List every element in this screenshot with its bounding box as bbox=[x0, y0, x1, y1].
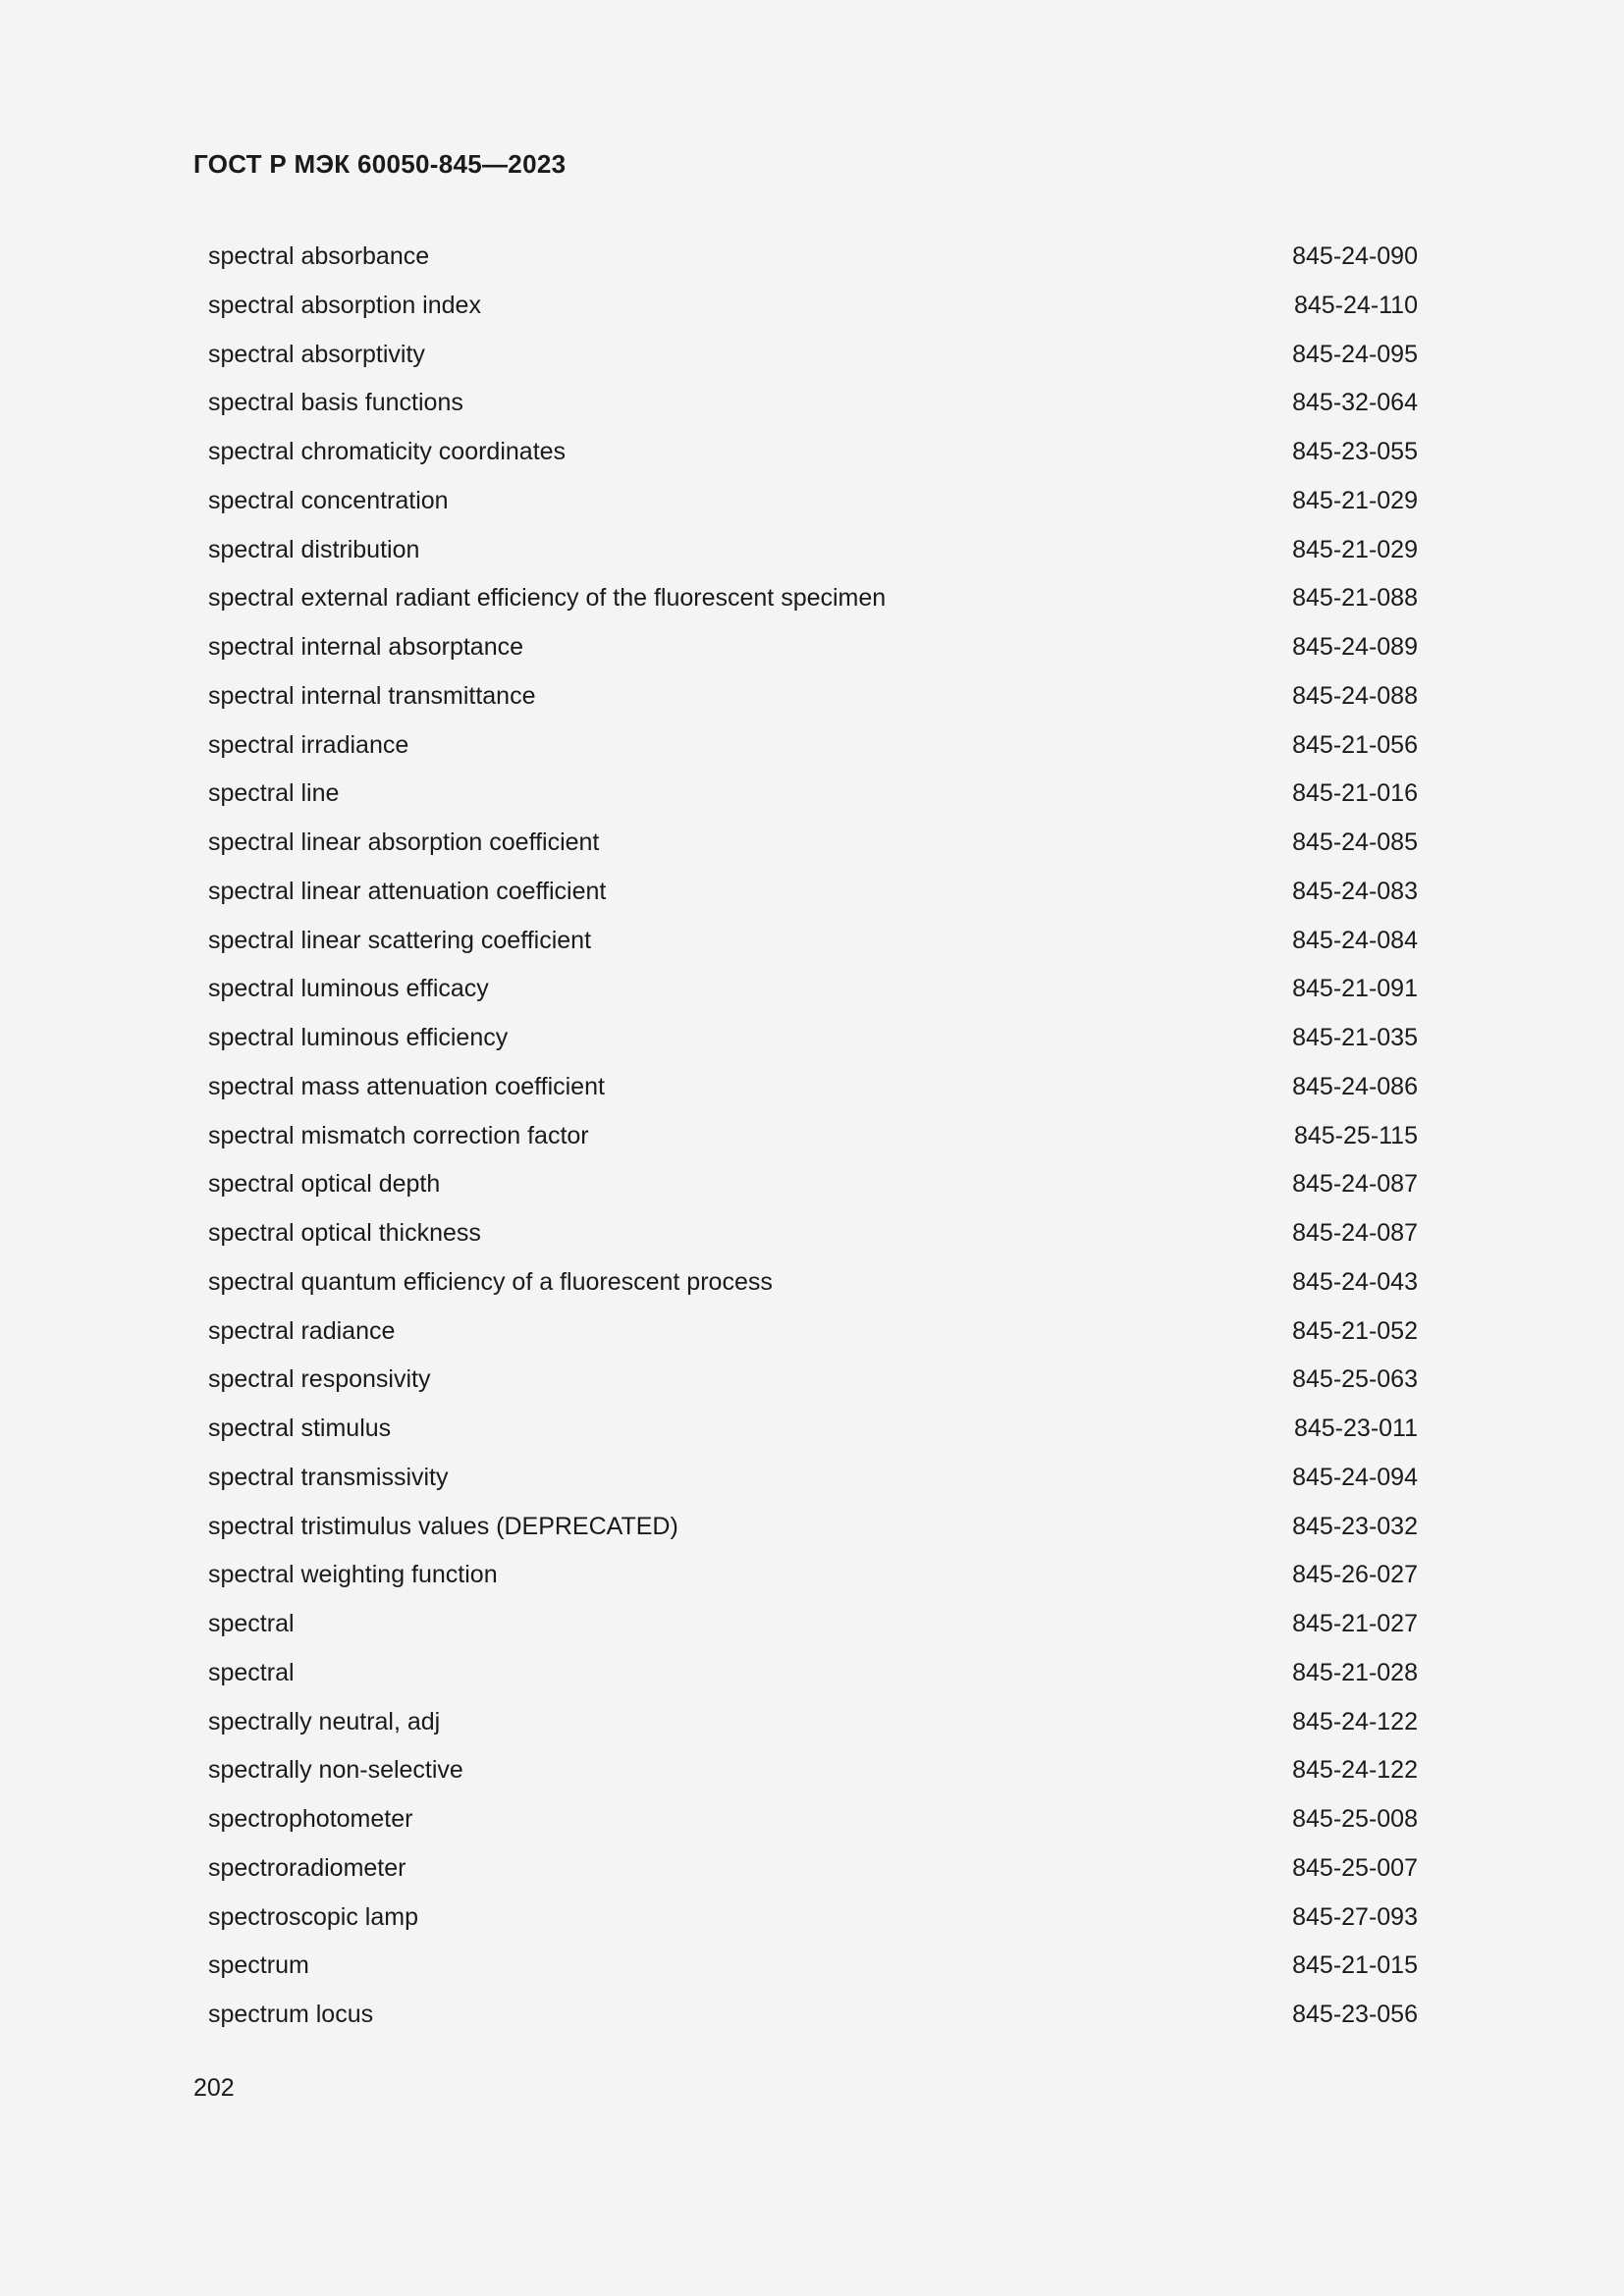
term-name: spectral irradiance bbox=[208, 730, 409, 759]
term-reference: 845-25-063 bbox=[1292, 1365, 1418, 1394]
term-name: spectral linear scattering coefficient bbox=[208, 926, 592, 954]
term-reference: 845-23-011 bbox=[1293, 1415, 1418, 1442]
document-header: ГОСТ Р МЭК 60050-845—2023 bbox=[193, 149, 567, 179]
term-row bbox=[208, 1308, 1418, 1357]
term-row bbox=[208, 1844, 1418, 1894]
term-row bbox=[208, 1991, 1418, 2040]
term-name: spectroradiometer bbox=[208, 1853, 406, 1882]
term-reference: 845-21-091 bbox=[1292, 975, 1418, 1003]
term-name: spectral optical thickness bbox=[208, 1219, 481, 1247]
term-row bbox=[208, 1698, 1418, 1747]
term-reference: 845-25-007 bbox=[1292, 1853, 1418, 1882]
term-name: spectral linear absorption coefficient bbox=[208, 828, 600, 856]
term-row bbox=[208, 1454, 1418, 1503]
term-row bbox=[208, 1112, 1418, 1161]
term-row bbox=[208, 819, 1418, 868]
term-reference: 845-23-055 bbox=[1292, 438, 1418, 465]
term-name: spectral chromaticity coordinates bbox=[208, 438, 567, 465]
term-name: spectral line bbox=[208, 779, 340, 808]
term-name: spectrum locus bbox=[208, 2001, 374, 2028]
term-reference: 845-21-056 bbox=[1292, 730, 1418, 759]
term-row bbox=[208, 233, 1418, 282]
term-name: spectral internal transmittance bbox=[208, 681, 536, 710]
term-name: spectral responsivity bbox=[208, 1365, 431, 1394]
term-name: spectral concentration bbox=[208, 486, 449, 514]
term-reference: 845-21-028 bbox=[1292, 1658, 1418, 1686]
term-row bbox=[208, 1746, 1418, 1795]
term-name: spectral mass attenuation coefficient bbox=[208, 1072, 605, 1100]
term-name: spectral quantum efficiency of a fluorescent process bbox=[208, 1267, 773, 1296]
term-name: spectral tristimulus values (DEPRECATED) bbox=[208, 1512, 678, 1540]
term-row bbox=[208, 379, 1418, 428]
term-reference: 845-21-052 bbox=[1292, 1316, 1418, 1345]
term-reference: 845-24-085 bbox=[1292, 828, 1418, 856]
term-reference: 845-27-093 bbox=[1292, 1902, 1418, 1931]
term-row bbox=[208, 721, 1418, 771]
term-row bbox=[208, 477, 1418, 526]
term-reference: 845-32-064 bbox=[1292, 389, 1418, 417]
term-name: spectral basis functions bbox=[208, 389, 463, 417]
term-reference: 845-24-088 bbox=[1292, 681, 1418, 710]
term-name: spectrally non-selective bbox=[208, 1756, 463, 1785]
term-reference: 845-21-015 bbox=[1292, 1951, 1418, 1980]
term-reference: 845-24-043 bbox=[1292, 1267, 1418, 1296]
term-name: spectral mismatch correction factor bbox=[208, 1121, 589, 1149]
term-name: spectral absorptivity bbox=[208, 340, 425, 368]
term-name: spectral stimulus bbox=[208, 1415, 392, 1442]
term-name: spectral internal absorptance bbox=[208, 633, 524, 661]
term-reference: 845-24-094 bbox=[1292, 1463, 1418, 1491]
term-row bbox=[208, 917, 1418, 966]
term-reference: 845-21-088 bbox=[1292, 584, 1418, 613]
term-name: spectral optical depth bbox=[208, 1170, 441, 1199]
term-row bbox=[208, 1503, 1418, 1552]
term-reference: 845-21-027 bbox=[1292, 1610, 1418, 1637]
term-row bbox=[208, 965, 1418, 1014]
term-name: spectrally neutral, adj bbox=[208, 1707, 441, 1735]
term-row bbox=[208, 282, 1418, 331]
term-row bbox=[208, 526, 1418, 575]
term-row bbox=[208, 1356, 1418, 1405]
term-name: spectral absorption index bbox=[208, 291, 481, 319]
term-reference: 845-24-122 bbox=[1292, 1756, 1418, 1785]
term-name: spectral absorbance bbox=[208, 242, 430, 270]
term-row bbox=[208, 1209, 1418, 1258]
term-reference: 845-24-122 bbox=[1292, 1707, 1418, 1735]
term-name: spectrophotometer bbox=[208, 1805, 413, 1833]
term-reference: 845-24-086 bbox=[1292, 1072, 1418, 1100]
term-name: spectroscopic lamp bbox=[208, 1902, 418, 1931]
term-name: spectral external radiant efficiency of the fluorescent specimen bbox=[208, 584, 887, 613]
term-name: spectral radiance bbox=[208, 1316, 396, 1345]
term-reference: 845-24-084 bbox=[1292, 926, 1418, 954]
term-row bbox=[208, 428, 1418, 477]
term-reference: 845-24-110 bbox=[1293, 291, 1418, 319]
term-reference: 845-25-008 bbox=[1292, 1805, 1418, 1833]
term-reference: 845-23-056 bbox=[1292, 2001, 1418, 2028]
term-reference: 845-23-032 bbox=[1292, 1512, 1418, 1540]
term-row bbox=[208, 868, 1418, 917]
term-name: spectrum bbox=[208, 1951, 309, 1980]
term-row bbox=[208, 574, 1418, 623]
term-reference: 845-21-016 bbox=[1292, 779, 1418, 808]
term-row bbox=[208, 672, 1418, 721]
term-reference: 845-26-027 bbox=[1292, 1561, 1418, 1589]
term-row bbox=[208, 1063, 1418, 1112]
term-row bbox=[208, 1894, 1418, 1943]
term-reference: 845-21-029 bbox=[1292, 535, 1418, 563]
term-name: spectral luminous efficacy bbox=[208, 975, 489, 1003]
page-number: 202 bbox=[193, 2074, 235, 2102]
term-row bbox=[208, 623, 1418, 672]
term-index-list bbox=[208, 233, 1418, 2040]
term-name: spectral transmissivity bbox=[208, 1463, 449, 1491]
term-row bbox=[208, 1405, 1418, 1454]
term-reference: 845-24-090 bbox=[1292, 242, 1418, 270]
term-row bbox=[208, 1795, 1418, 1844]
term-name: spectral linear attenuation coefficient bbox=[208, 877, 607, 905]
term-name: spectral weighting function bbox=[208, 1561, 498, 1589]
term-row bbox=[208, 1014, 1418, 1063]
term-name: spectral bbox=[208, 1658, 295, 1686]
term-reference: 845-24-083 bbox=[1292, 877, 1418, 905]
term-name: spectral bbox=[208, 1610, 295, 1637]
term-reference: 845-21-029 bbox=[1292, 486, 1418, 514]
term-reference: 845-24-089 bbox=[1292, 633, 1418, 661]
term-reference: 845-21-035 bbox=[1292, 1024, 1418, 1051]
term-reference: 845-24-087 bbox=[1292, 1219, 1418, 1247]
term-row bbox=[208, 1600, 1418, 1649]
term-row bbox=[208, 1649, 1418, 1698]
term-reference: 845-25-115 bbox=[1293, 1121, 1418, 1149]
term-name: spectral luminous efficiency bbox=[208, 1024, 509, 1051]
term-row bbox=[208, 1942, 1418, 1991]
term-row bbox=[208, 770, 1418, 819]
term-reference: 845-24-087 bbox=[1292, 1170, 1418, 1199]
term-row bbox=[208, 331, 1418, 380]
term-name: spectral distribution bbox=[208, 535, 420, 563]
term-row bbox=[208, 1258, 1418, 1308]
term-row bbox=[208, 1551, 1418, 1600]
term-reference: 845-24-095 bbox=[1292, 340, 1418, 368]
term-row bbox=[208, 1160, 1418, 1209]
